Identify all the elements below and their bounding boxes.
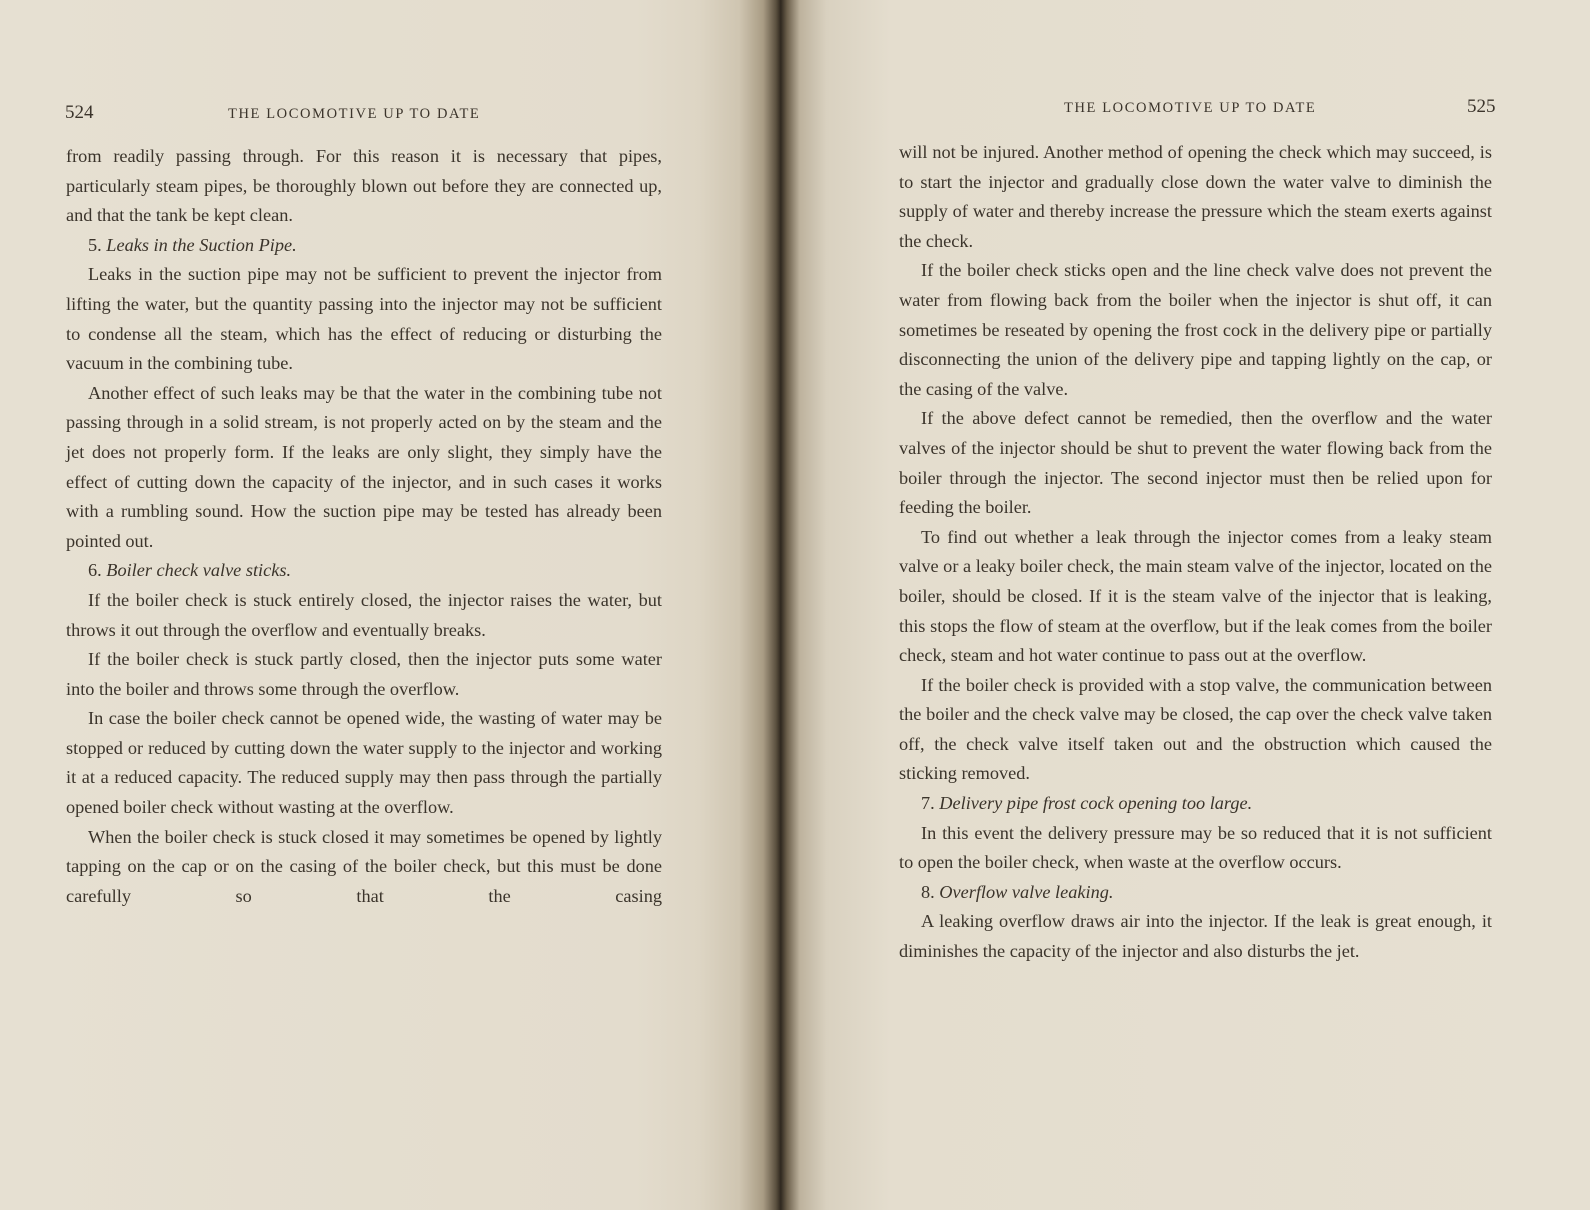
section-heading: [66, 231, 662, 261]
paragraph: will not be injured. Another method of opening the check which may succeed, is to start the injector and gradually close down the water valve to diminish the supply of water and thereby increase the pressure which the steam exerts against the check.: [899, 142, 1492, 251]
page-body: [899, 138, 1492, 967]
page-body: [66, 142, 662, 911]
paragraph: In this event the delivery pressure may be so reduced that it is not sufficient to open the boiler check, when waste at the overflow occurs.: [899, 822, 1492, 873]
section-heading: [899, 789, 1492, 819]
section-heading: [899, 878, 1492, 908]
section-number: 6.: [88, 560, 102, 581]
section-heading: [66, 556, 662, 586]
page-number: 524: [65, 102, 94, 123]
section-title: Delivery pipe frost cock opening too large.: [939, 793, 1253, 814]
section-title: Overflow valve leaking.: [939, 881, 1114, 902]
section-title: Leaks in the Suction Pipe.: [106, 234, 297, 255]
section-number: 5.: [88, 234, 102, 255]
page-number: 525: [1467, 96, 1496, 117]
paragraph: If the above defect cannot be remedied, then the overflow and the water valves of the injector should be shut to prevent the water flowing back from the boiler through the injector. The second injector must then be relied upon for feeding the boiler.: [899, 408, 1492, 518]
section-title: Boiler check valve sticks.: [106, 560, 292, 581]
section-number: 7.: [921, 793, 935, 814]
paragraph: If the boiler check is stuck entirely closed, the injector raises the water, but throws it out through the overflow and eventually breaks.: [66, 589, 662, 640]
paragraph: If the boiler check sticks open and the line check valve does not prevent the water from flowing back from the boiler when the injector is shut off, it can sometimes be reseated by opening the frost cock in the delivery pipe or partially disconnecting the union of the delivery pipe and tapping lightly on the cap, or the casing of the valve.: [899, 260, 1492, 399]
paragraph: A leaking overflow draws air into the injector. If the leak is great enough, it diminishes the capacity of the injector and also disturbs the jet.: [899, 911, 1492, 962]
left-page: [0, 0, 780, 1210]
paragraph: In case the boiler check cannot be opened wide, the wasting of water may be stopped or reduced by cutting down the water supply to the injector and working it at a reduced capacity. The reduced supply may then pass through the partially opened boiler check without wasting at the overflow.: [66, 708, 662, 818]
paragraph: from readily passing through. For this reason it is necessary that pipes, particularly steam pipes, be thoroughly blown out before they are connected up, and that the tank be kept clean.: [66, 146, 662, 226]
paragraph: Leaks in the suction pipe may not be sufficient to prevent the injector from lifting the water, but the quantity passing into the injector may not be sufficient to condense all the steam, which has the effect of reducing or disturbing the vacuum in the combining tube.: [66, 264, 662, 374]
section-number: 8.: [921, 881, 935, 902]
paragraph: When the boiler check is stuck closed it may sometimes be opened by lightly tapping on the cap or on the casing of the boiler check, but this must be done carefully so that the casing: [66, 826, 662, 906]
paragraph: To find out whether a leak through the injector comes from a leaky steam valve or a leaky boiler check, the main steam valve of the injector, located on the boiler, should be closed. If it is the steam valve of the injector that is leaking, this stops the flow of steam at the overflow, but if the leak comes from the boiler check, steam and hot water continue to pass out at the overflow.: [899, 526, 1492, 666]
right-page: [786, 0, 1590, 1210]
paragraph: Another effect of such leaks may be that the water in the combining tube not passing through in a solid stream, is not properly acted on by the steam and the jet does not properly form. If the leaks are only slight, they simply have the effect of cutting down the capacity of the injector, and in such cases it works with a rumbling sound. How the suction pipe may be tested has already been pointed out.: [66, 382, 662, 551]
paragraph: If the boiler check is stuck partly closed, then the injector puts some water into the boiler and throws some through the overflow.: [66, 649, 662, 699]
paragraph: If the boiler check is provided with a stop valve, the communication between the boiler and the check valve may be closed, the cap over the check valve taken off, the check valve itself taken out and the obstruction which caused the sticking removed.: [899, 674, 1492, 784]
running-title: THE LOCOMOTIVE UP TO DATE: [1064, 100, 1317, 116]
running-title: THE LOCOMOTIVE UP TO DATE: [228, 106, 481, 122]
